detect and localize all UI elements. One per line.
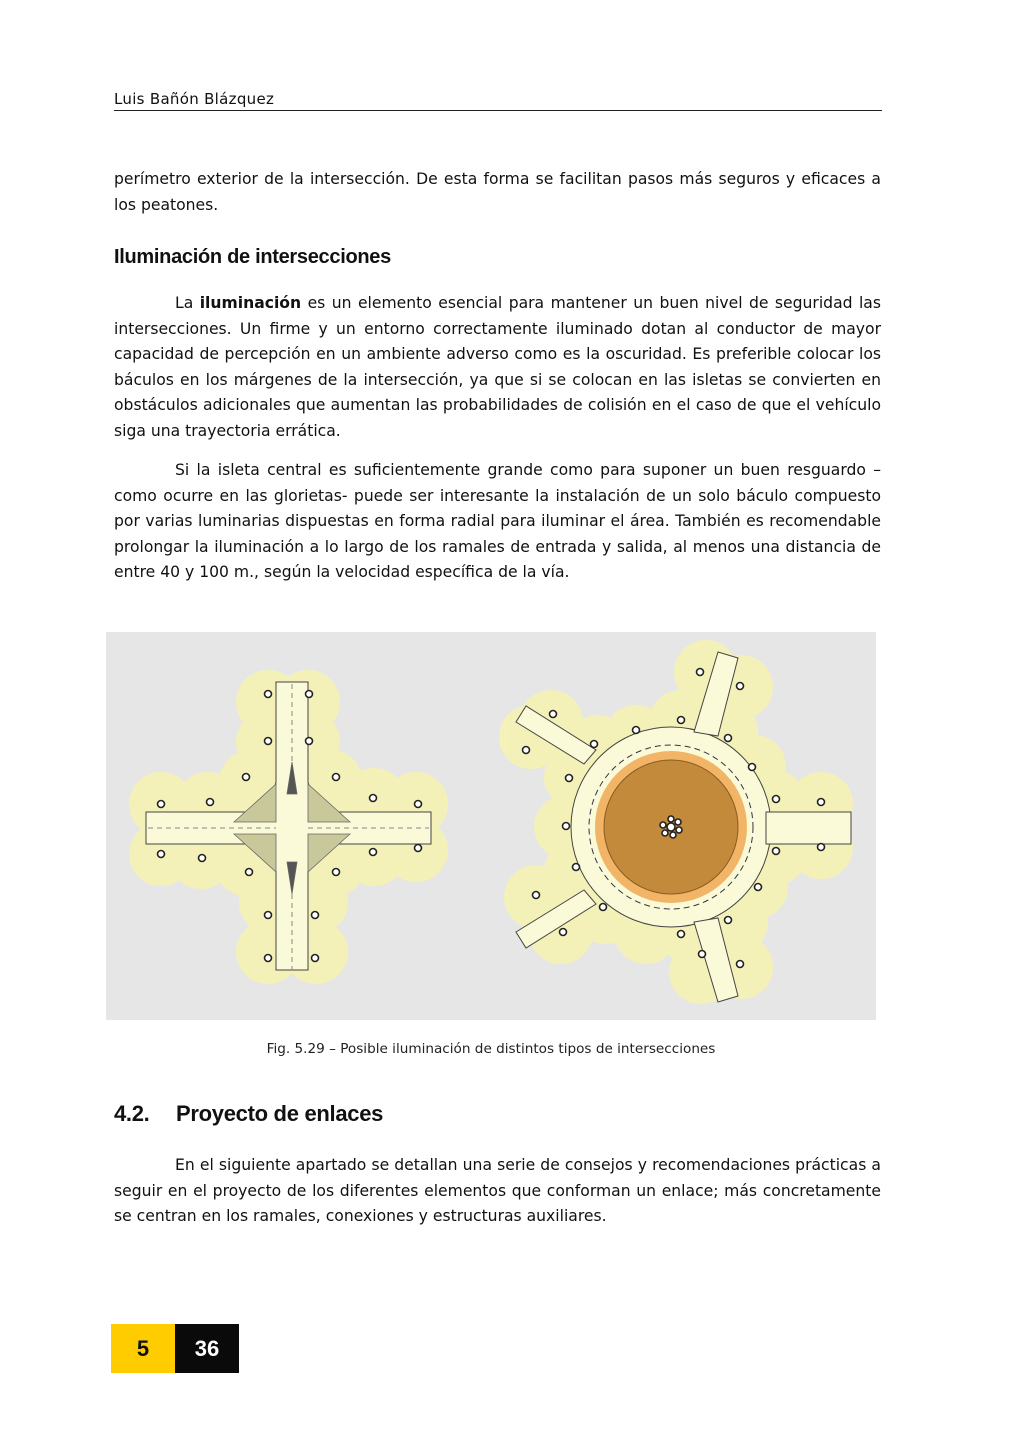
section-heading-lighting: Iluminación de intersecciones <box>114 246 391 268</box>
page-header <box>114 90 882 111</box>
figure-intersection-lighting <box>106 632 876 1020</box>
figure-caption: Fig. 5.29 – Posible iluminación de distintos tipos de intersecciones <box>266 1041 716 1057</box>
roundabout <box>499 640 853 1004</box>
paragraph-lighting <box>114 291 881 445</box>
paragraph-roundabout-lighting: Si la isleta central es suficientemente grande como para suponer un buen resguardo –como ocurre en las glorietas- puede ser interesante la instalación de un solo báculo compuesto por varias luminarias dispuestas en forma radial para iluminar el área. También es recomendable prolongar la iluminación a lo largo de los ramales de entrada y salida, al menos una distancia de entre 40 y 100 m., según la velocidad específica de la vía. <box>114 461 881 582</box>
section-title: Proyecto de enlaces <box>176 1101 384 1126</box>
figure-illustration <box>106 632 876 1020</box>
page-number: 36 <box>175 1324 239 1373</box>
paragraph-lighting-intro: La <box>175 294 200 312</box>
four-leg-intersection <box>129 670 448 984</box>
paragraph-continuation: perímetro exterior de la intersección. De esta forma se facilitan pasos más seguros y eficaces a los peatones. <box>114 170 881 214</box>
section-number: 4.2. <box>114 1101 150 1126</box>
section-heading-enlaces <box>114 1101 383 1127</box>
roads-left <box>146 682 431 970</box>
paragraph-lighting-rest: es un elemento esencial para mantener un buen nivel de seguridad las intersecciones. Un firme y un entorno correctamente iluminado dotan al conductor de mayor capacidad de percepción en un ambiente adverso como es la oscuridad. Es preferible colocar los báculos en los márgenes de la intersección, ya que si se colocan en las isletas se convierten en obstáculos adicionales que aumentan las probabilidades de colisión en el caso de que el vehículo siga una trayectoria errática. <box>114 294 881 440</box>
chapter-badge: 5 <box>111 1324 175 1373</box>
paragraph-enlaces: En el siguiente apartado se detallan una serie de consejos y recomendaciones prácticas a seguir en el proyecto de los diferentes elementos que conforman un enlace; más concretamente se centran en los ramales, conexiones y estructuras auxiliares. <box>114 1156 881 1226</box>
paragraph-lighting-bold: iluminación <box>199 294 302 312</box>
header-author: Luis Bañón Blázquez <box>114 90 275 108</box>
